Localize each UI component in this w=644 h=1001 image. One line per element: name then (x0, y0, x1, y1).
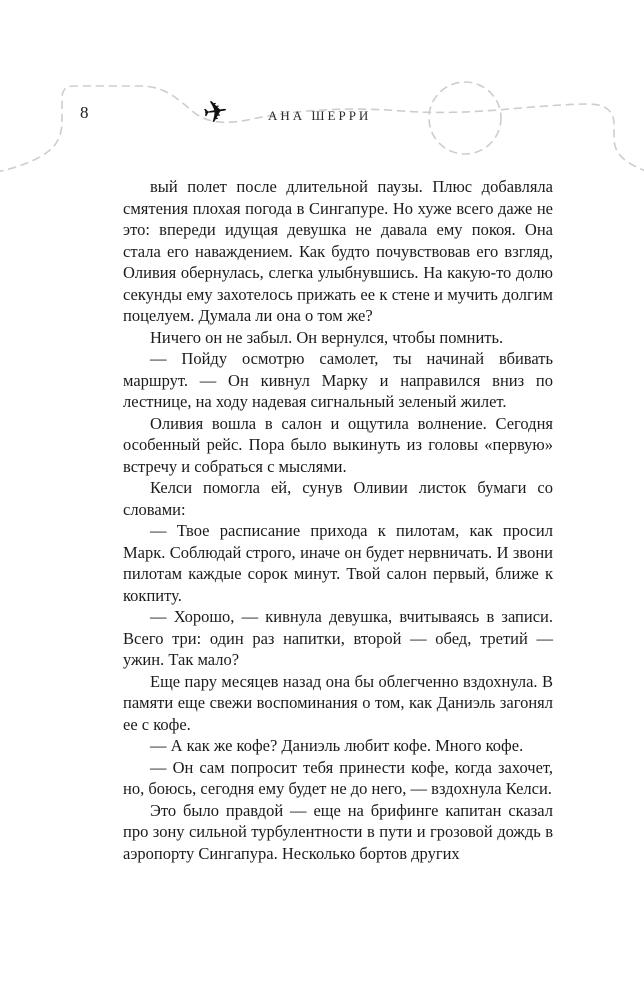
paragraph: Это было правдой — еще на брифинге капитан сказал про зону сильной турбулентности в пути и грозовой дождь в аэропорту Сингапура. Несколько бортов других (123, 800, 553, 863)
paragraph: Оливия вошла в салон и ощутила волнение. Сегодня особенный рейс. Пора было выкинуть из головы «первую» встречу и собраться с мыслями. (123, 413, 553, 476)
paragraph: Еще пару месяцев назад она бы облегченно вздохнула. В памяти еще свежи воспоминания о том, как Даниэль загонял ее с кофе. (123, 671, 553, 734)
flight-path-decoration (0, 60, 644, 190)
paragraph: Ничего он не забыл. Он вернулся, чтобы помнить. (150, 327, 504, 347)
paragraph: — Он сам попросит тебя принести кофе, когда захочет, но, боюсь, сегодня ему будет не до него, — вздохнула Келси. (123, 757, 553, 798)
paragraph: — Твое расписание прихода к пилотам, как просил Марк. Соблюдай строго, иначе он будет нервничать. И звони пилотам каждые сорок минут. Твой салон первый, ближе к кокпиту. (123, 521, 553, 605)
paragraph: — Хорошо, — кивнула девушка, вчитываясь в записи. Всего три: один раз напитки, второй — обед, третий — ужин. Так мало? (123, 607, 553, 669)
paragraph: вый полет после длительной паузы. Плюс добавляла смятения плохая погода в Сингапуре. Но хуже всего даже не это: впереди идущая девушка не давала ему покоя. Она стала его наваждением. Как будто почувствовав его взгляд, Оливия обернулась, слегка улыбнувшись. На какую-то долю секунды ему захотелось прижать ее к стене и мучить долгим поцелуем. Думала ли она о том же? (123, 177, 553, 325)
body-text (123, 176, 553, 864)
paragraph: — А как же кофе? Даниэль любит кофе. Много кофе. (150, 736, 524, 755)
airplane-icon: ✈ (200, 93, 231, 132)
flight-path-loop (429, 82, 501, 154)
page-number: 8 (80, 103, 89, 122)
paragraph: — Пойду осмотрю самолет, ты начинай вбивать маршрут. — Он кивнул Марку и направился вниз по лестнице, на ходу надевая сигнальный зеленый жилет. (123, 349, 553, 411)
paragraph: Келси помогла ей, сунув Оливии листок бумаги со словами: (123, 478, 553, 519)
flight-path-line (0, 86, 644, 172)
running-head-author: АНА ШЕРРИ (268, 108, 372, 123)
